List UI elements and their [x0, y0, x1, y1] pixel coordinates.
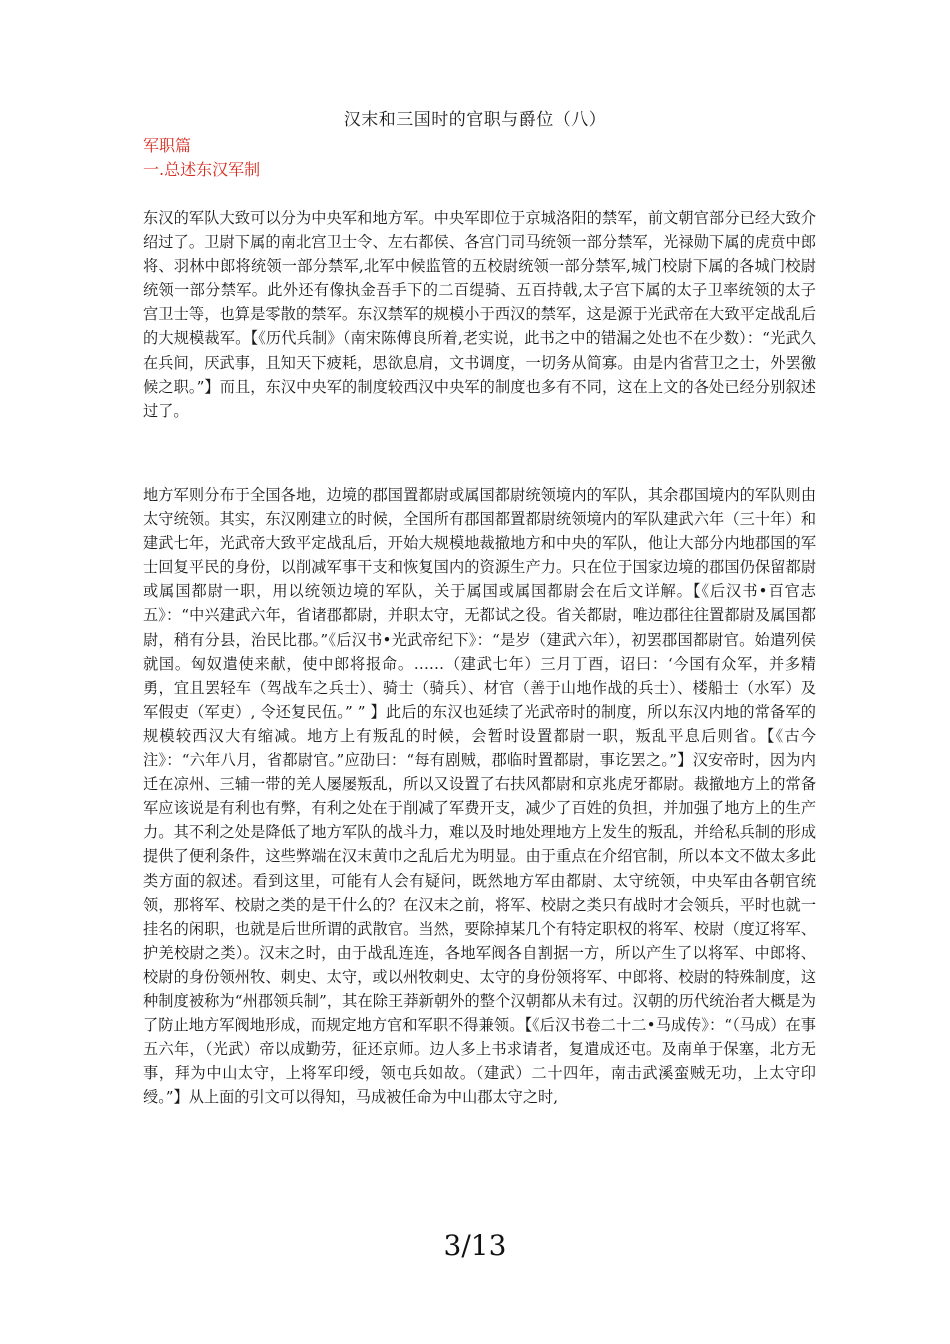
- subsection-heading: 一.总述东汉军制: [143, 160, 261, 179]
- section-heading: 军职篇: [143, 136, 192, 155]
- page-number: 3/13: [443, 1229, 507, 1262]
- body-paragraph-2: 地方军则分布于全国各地，边境的郡国置都尉或属国都尉统领境内的军队，其余郡国境内的军队则由太守统领。其实，东汉刚建立的时候，全国所有郡国都置都尉统领境内的军队建武六年（三十年）和建武七年，光武帝大致平定战乱后，开始大规模地裁撤地方和中央的军队，他让大部分内地郡国的军士回复平民的身份，以削减军事干支和恢复国内的资源生产力。只在位于国家边境的郡国仍保留都尉或属国都尉一职，用以统领边境的军队，关于属国或属国都尉会在后文详解。【《后汉书•百官志五》：“中兴建武六年，省诸郡都尉，并职太守，无都试之役。省关都尉，唯边郡往往置都尉及属国都尉，稍有分县，治民比郡。”《后汉书•光武帝纪下》：“是岁（建武六年），初罢郡国都尉官。始遣列侯就国。匈奴遣使来献，使中郎将报命。……（建武七年）三月丁酉，诏曰：‘今国有众军，并多精勇，宜且罢轻车（驾战车之兵士）、骑士（骑兵）、材官（善于山地作战的兵士）、楼船士（水军）及军假吏（军吏）, 令还复民伍。” ” 】此后的东汉也延续了光武帝时的制度，所以东汉内地的常备军的规模较西汉大有缩减。地方上有叛乱的时候，会暂时设置都尉一职，叛乱平息后则省。【《古今注》：“六年八月，省都尉官。”应劭曰：“每有剧贼，郡临时置都尉，事讫罢之。”】汉安帝时，因为内迁在凉州、三辅一带的羌人屡屡叛乱，所以又设置了右扶风都尉和京兆虎牙都尉。裁撤地方上的常备军应该说是有利也有弊，有利之处在于削减了军费开支，减少了百姓的负担，并加强了地方上的生产力。其不利之处是降低了地方军队的战斗力，难以及时地处理地方上发生的叛乱，并给私兵制的形成提供了便利条件，这些弊端在汉末黄巾之乱后尤为明显。由于重点在介绍官制，所以本文不做太多此类方面的叙述。看到这里，可能有人会有疑问，既然地方军由都尉、太守统领，中央军由各朝官统领，那将军、校尉之类的是干什么的？在汉末之前，将军、校尉之类只有战时才会领兵，平时也就一挂名的闲职，也就是后世所谓的武散官。当然，要除掉某几个有特定职权的将军、校尉（度辽将军、护羌校尉之类）。汉末之时，由于战乱连连，各地军阀各自割据一方，所以产生了以将军、中郎将、校尉的身份领州牧、刺史、太守，或以州牧刺史、太守的身份领将军、中郎将、校尉的特殊制度，这种制度被称为“州郡领兵制”，其在除王莽新朝外的整个汉朝都从未有过。汉朝的历代统治者大概是为了防止地方军阀地形成，而规定地方官和军职不得兼领。【《后汉书卷二十二•马成传》：“（马成）在事五六年，（光武）帝以成勤劳，征还京师。边人多上书求请者，复遣成还屯。及南单于保塞，北方无事，拜为中山太守，上将军印绶，领屯兵如故。（建武）二十四年，南击武溪蛮贼无功，上太守印绶。”】从上面的引文可以得知，马成被任命为中山郡太守之时,: [143, 486, 816, 1107]
- body-paragraph-1: 东汉的军队大致可以分为中央军和地方军。中央军即位于京城洛阳的禁军，前文朝官部分已经大致介绍过了。卫尉下属的南北宫卫士令、左右都侯、各宫门司马统领一部分禁军，光禄勋下属的虎贲中郎将、羽林中郎将统领一部分禁军,北军中候监管的五校尉统领一部分禁军,城门校尉下属的各城门校尉统领一部分禁军。此外还有像执金吾手下的二百缇骑、五百持戟,太子宫下属的太子卫率统领的太子宫卫士等，也算是零散的禁军。东汉禁军的规模小于西汉的禁军，这是源于光武帝在大致平定战乱后的大规模裁军。【《历代兵制》（南宋陈傅良所着,老实说，此书之中的错漏之处也不在少数）：“光武久在兵间，厌武事，且知天下疲耗，思欲息肩，文书调度，一切务从简寡。由是内省营卫之士，外罢徼候之职。”】而且，东汉中央军的制度较西汉中央军的制度也多有不同，这在上文的各处已经分别叙述过了。: [143, 209, 816, 420]
- document-title: 汉末和三国时的官职与爵位（八）: [343, 110, 607, 130]
